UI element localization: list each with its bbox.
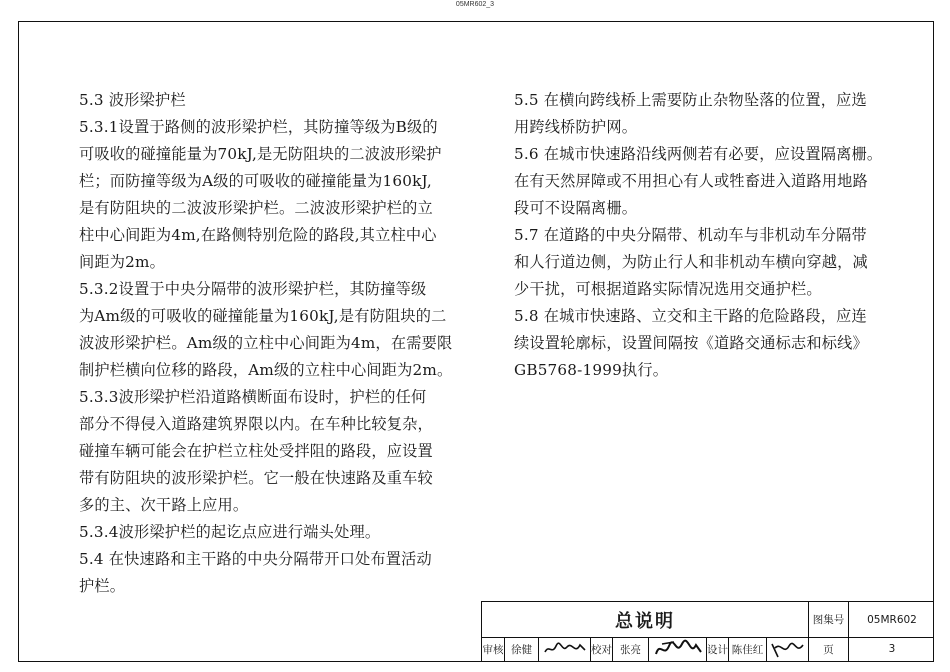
text-line: 部分不得侵入道路建筑界限以内。在车种比较复杂， [79,415,433,433]
text-line: 可吸收的碰撞能量为70kJ,是无防阻块的二波波形梁护 [79,145,442,163]
title-block [481,601,934,662]
text-line: 在有天然屏障或不用担心有人或牲畜进入道路用地路 [514,172,868,190]
reviewer-name: 徐健 [504,637,538,661]
text-line: 是有防阻块的二波波形梁护栏。二波波形梁护栏的立 [79,199,433,217]
checker-signature-mark [652,638,704,660]
text-line: 和人行道边侧，为防止行人和非机动车横向穿越，减 [514,253,868,271]
text-line: 5.4 在快速路和主干路的中央分隔带开口处布置活动 [79,550,432,568]
text-line: 带有防阻块的波形梁护栏。它一般在快速路及重车较 [79,469,433,487]
reviewer-signature [538,637,590,661]
title-block-row-bottom [482,637,934,661]
designer-signature-mark [769,639,807,659]
review-label: 审核 [482,643,504,656]
checker-signature [648,637,706,661]
text-line: 柱中心间距为4m,在路侧特别危险的路段,其立柱中心 [79,226,437,244]
checker-name: 张亮 [612,637,648,661]
text-line: 5.6 在城市快速路沿线两侧若有必要，应设置隔离栅。 [514,145,883,163]
text-line: GB5768-1999执行。 [514,361,669,379]
text-line: 波波形梁护栏。Am级的立柱中心间距为4m，在需要限 [79,334,453,352]
text-line: 多的主、次干路上应用。 [79,496,249,514]
designer-signature [766,637,808,661]
text-line: 护栏。 [79,577,126,595]
page-label: 页 [808,637,848,661]
title-block-row-top [482,602,934,638]
page-number: 3 [848,637,935,661]
text-line: 少干扰，可根据道路实际情况选用交通护栏。 [514,280,822,298]
right-text-column [514,87,882,384]
left-text-column [79,87,452,600]
text-line: 间距为2m。 [79,253,166,271]
text-line: 5.3.4波形梁护栏的起讫点应进行端头处理。 [79,523,381,541]
text-line: 段可不设隔离栅。 [514,199,638,217]
designer-name: 陈佳红 [728,637,766,661]
text-line: 续设置轮廓标，设置间隔按《道路交通标志和标线》 [514,334,868,352]
check-label: 校对 [590,637,612,661]
text-line: 5.3.1设置于路侧的波形梁护栏，其防撞等级为B级的 [79,118,438,136]
text-line: 为Am级的可吸收的碰撞能量为160kJ,是有防阻块的二 [79,307,447,325]
text-line: 5.3 波形梁护栏 [79,91,186,109]
atlas-label: 图集号 [808,602,848,637]
text-line: 5.3.2设置于中央分隔带的波形梁护栏，其防撞等级 [79,280,427,298]
text-line: 碰撞车辆可能会在护栏立柱处受拌阻的路段，应设置 [79,442,433,460]
reviewer-signature-mark [542,640,588,658]
text-line: 5.3.3波形梁护栏沿道路横断面布设时，护栏的任何 [79,388,427,406]
drawing-code-header: 05MR602_3 [455,1,495,8]
text-line: 栏；而防撞等级为A级的可吸收的碰撞能量为160kJ, [79,172,432,190]
text-line: 制护栏横向位移的路段，Am级的立柱中心间距为2m。 [79,361,453,379]
text-line: 用跨线桥防护网。 [514,118,638,136]
text-line: 5.5 在横向跨线桥上需要防止杂物坠落的位置，应选 [514,91,867,109]
drawing-title: 总说明 [615,610,675,632]
text-line: 5.7 在道路的中央分隔带、机动车与非机动车分隔带 [514,226,867,244]
text-line: 5.8 在城市快速路、立交和主干路的危险路段，应连 [514,307,867,325]
design-label: 设计 [706,637,728,661]
atlas-number: 05MR602 [848,602,935,637]
